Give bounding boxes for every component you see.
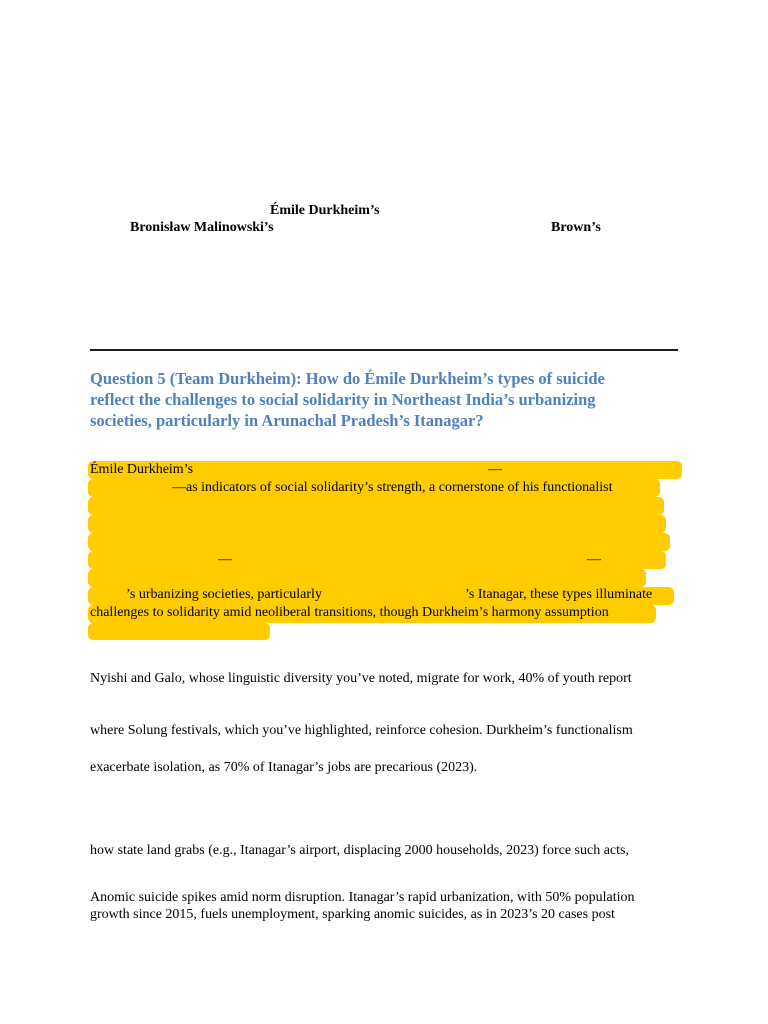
- question-heading: [90, 368, 690, 431]
- body-line-4: how state land grabs (e.g., Itanagar’s airport, displacing 2000 households, 2023) force such acts,: [90, 843, 629, 858]
- highlight-text-dash-1: —: [488, 462, 502, 477]
- heading-line-3: societies, particularly in Arunachal Pradesh’s Itanagar?: [90, 411, 484, 430]
- body-line-2: where Solung festivals, which you’ve highlighted, reinforce cohesion. Durkheim’s functionalism: [90, 723, 633, 738]
- malinowski-name: Bronisław Malinowski’s: [130, 220, 274, 235]
- body-line-5: Anomic suicide spikes amid norm disruption. Itanagar’s rapid urbanization, with 50% population: [90, 890, 635, 905]
- highlight-text-dash-2: —: [218, 552, 232, 567]
- highlight-text-line-2: —as indicators of social solidarity’s strength, a cornerstone of his functionalist: [172, 480, 613, 495]
- highlight-text-line-7a: ’s urbanizing societies, particularly: [126, 587, 322, 602]
- horizontal-rule: [90, 349, 678, 351]
- highlight-text-dash-3: —: [587, 552, 601, 567]
- body-line-1: Nyishi and Galo, whose linguistic diversity you’ve noted, migrate for work, 40% of youth report: [90, 671, 632, 686]
- body-line-3: exacerbate isolation, as 70% of Itanagar’s jobs are precarious (2023).: [90, 760, 478, 775]
- highlight-text-line-7b: ’s Itanagar, these types illuminate: [465, 587, 653, 602]
- heading-line-2: reflect the challenges to social solidarity in Northeast India’s urbanizing: [90, 390, 596, 409]
- brown-name: Brown’s: [551, 220, 601, 235]
- durkheim-name: Émile Durkheim’s: [270, 203, 380, 218]
- highlight-text-line-8: challenges to solidarity amid neoliberal transitions, though Durkheim’s harmony assumption: [90, 605, 609, 620]
- body-line-6: growth since 2015, fuels unemployment, sparking anomic suicides, as in 2023’s 20 cases post: [90, 907, 615, 922]
- heading-line-1: Question 5 (Team Durkheim): How do Émile Durkheim’s types of suicide: [90, 369, 605, 388]
- highlight-text-durkheim: Émile Durkheim’s: [90, 462, 194, 477]
